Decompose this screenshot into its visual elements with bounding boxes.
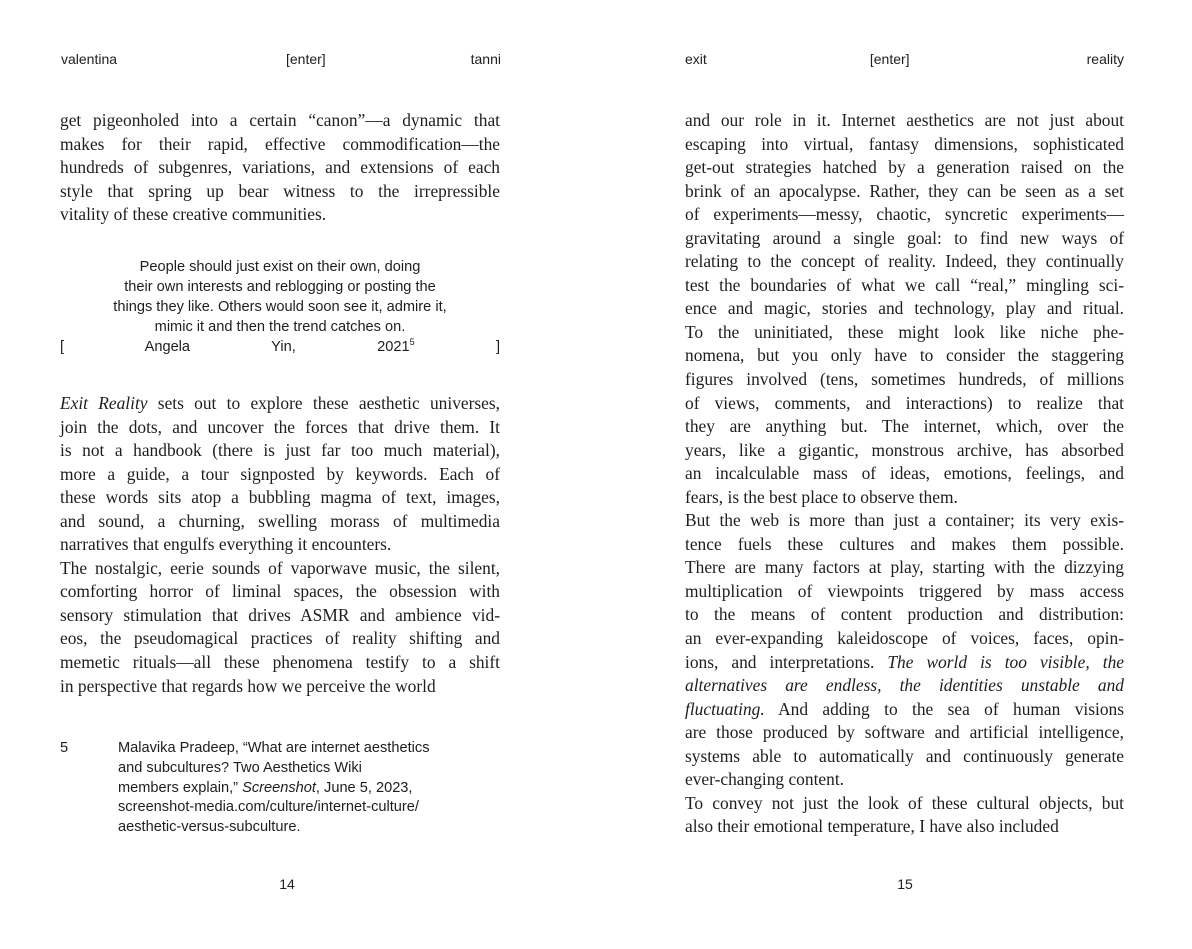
- text-segment: also their emotional temperature, I have also included: [685, 816, 1059, 837]
- text-line: [685, 109, 1124, 133]
- text-line: [685, 674, 1124, 698]
- text-segment: fears, is the best place to observe them.: [685, 486, 958, 507]
- text-line: [685, 250, 1124, 274]
- quote-line: People should just exist on their own, doing: [139, 259, 421, 275]
- text-segment: There are many factors at play, starting with the dizzying: [685, 557, 1124, 578]
- text-line: [685, 156, 1124, 180]
- page-number-right: 15: [897, 876, 913, 892]
- text-line: [685, 768, 1124, 792]
- footnote-text: [118, 739, 508, 838]
- paragraph: [60, 109, 500, 227]
- italic-text-segment: Screenshot: [242, 779, 316, 796]
- text-segment: an incalculable mass of ideas, emotions, feelings, and: [685, 463, 1124, 484]
- text-segment: get-out strategies hatched by a generation raised on the: [685, 157, 1124, 178]
- text-segment: years, like a gigantic, monstrous archive, has absorbed: [685, 439, 1124, 460]
- text-segment: sets out to explore these aesthetic universes,: [147, 393, 500, 413]
- text-line: [685, 439, 1124, 463]
- text-segment: and sound, a churning, swelling morass of multimedia: [60, 510, 500, 531]
- quote-line: things they like. Others would soon see it, admire it,: [113, 299, 447, 315]
- body-text-right: [685, 109, 1124, 839]
- paragraph: [685, 792, 1124, 839]
- text-segment: And adding to the sea of human visions: [764, 698, 1124, 719]
- text-line: [60, 439, 500, 463]
- text-segment: these words sits atop a bubbling magma of text, images,: [60, 487, 500, 508]
- text-line: [60, 604, 500, 628]
- paragraph: [60, 392, 500, 557]
- paragraph: [60, 557, 500, 698]
- text-segment: But the web is more than just a container; its very exis-: [685, 510, 1124, 531]
- text-segment: aesthetic-versus-subculture.: [118, 819, 301, 836]
- author-first-name: valentina: [61, 51, 118, 67]
- text-segment: get pigeonholed into a certain “canon”—a dynamic that: [60, 110, 500, 130]
- text-line: [60, 156, 500, 180]
- text-line: [118, 798, 508, 818]
- left-running-header: [61, 51, 501, 67]
- text-line: [685, 815, 1124, 839]
- text-line: [60, 580, 500, 604]
- text-segment: to the means of content production and distribution:: [685, 604, 1124, 625]
- attribution-text: [ Angela Yin, 2021: [60, 339, 410, 355]
- text-line: [685, 533, 1124, 557]
- text-line: [60, 533, 500, 557]
- text-line: [118, 759, 508, 779]
- text-segment: ions, and interpretations.: [685, 651, 888, 672]
- text-line: [685, 321, 1124, 345]
- text-line: [118, 818, 508, 838]
- text-line: [685, 721, 1124, 745]
- text-segment: To convey not just the look of these cultural objects, but: [685, 792, 1124, 813]
- author-last-name: tanni: [470, 51, 501, 67]
- text-line: [685, 698, 1124, 722]
- text-line: [60, 510, 500, 534]
- text-line: [60, 557, 500, 581]
- header-exit: exit: [685, 51, 707, 67]
- text-line: [685, 462, 1124, 486]
- text-segment: and our role in it. Internet aesthetics are not just about: [685, 110, 1124, 130]
- text-segment: in perspective that regards how we perceive the world: [60, 675, 436, 696]
- text-segment: an ever-expanding kaleidoscope of voices, faces, opin-: [685, 628, 1124, 649]
- text-segment: escaping into virtual, fantasy dimensions, sophisticated: [685, 133, 1124, 154]
- footnote-reference: 5: [409, 337, 415, 348]
- text-line: [685, 415, 1124, 439]
- text-line: [685, 486, 1124, 510]
- text-line: [60, 109, 500, 133]
- text-line: [685, 792, 1124, 816]
- text-line: [685, 392, 1124, 416]
- text-line: [60, 392, 500, 416]
- page-number-left: 14: [279, 876, 295, 892]
- text-segment: are those produced by software and artificial intelligence,: [685, 722, 1124, 743]
- text-segment: nomena, but you only have to consider the staggering: [685, 345, 1124, 366]
- text-segment: The nostalgic, eerie sounds of vaporwave music, the silent,: [60, 557, 500, 578]
- text-segment: is not a handbook (there is just far too much material),: [60, 440, 500, 461]
- text-segment: tence fuels these cultures and makes them possible.: [685, 533, 1124, 554]
- text-line: [685, 651, 1124, 675]
- text-line: [685, 344, 1124, 368]
- text-segment: makes for their rapid, effective commodification—the: [60, 133, 500, 154]
- text-line: [60, 486, 500, 510]
- text-segment: Malavika Pradeep, “What are internet aesthetics: [118, 740, 430, 756]
- text-line: [60, 627, 500, 651]
- header-enter: [enter]: [869, 51, 910, 67]
- text-segment: , June 5, 2023,: [315, 779, 413, 796]
- text-segment: figures involved (tens, sometimes hundreds, of millions: [685, 369, 1124, 390]
- text-line: [685, 627, 1124, 651]
- right-running-header: [685, 51, 1124, 67]
- text-line: [685, 297, 1124, 321]
- header-enter: [enter]: [285, 51, 326, 67]
- text-line: [685, 203, 1124, 227]
- paragraph: [685, 109, 1124, 509]
- footnote-number: 5: [60, 740, 69, 756]
- text-segment: brink of an apocalypse. Rather, they can be seen as a set: [685, 180, 1124, 201]
- quote-attribution: [60, 337, 500, 357]
- text-segment: of experiments—messy, chaotic, syncretic experiments—: [685, 204, 1124, 225]
- text-line: [118, 779, 508, 799]
- body-text-top: [60, 109, 500, 227]
- text-segment: sensory stimulation that drives ASMR and ambience vid-: [60, 604, 500, 625]
- text-segment: narratives that engulfs everything it encounters.: [60, 534, 392, 555]
- text-line: [118, 739, 508, 759]
- text-segment: comforting horror of liminal spaces, the obsession with: [60, 581, 500, 602]
- text-line: [685, 745, 1124, 769]
- text-segment: ence and magic, stories and technology, play and ritual.: [685, 298, 1124, 319]
- text-segment: relating to the concept of reality. Indeed, they continually: [685, 251, 1124, 272]
- italic-text-segment: The world is too visible, the: [887, 651, 1124, 672]
- text-segment: To the uninitiated, these might look like niche phe-: [685, 321, 1124, 342]
- text-segment: more a guide, a tour signposted by keywords. Each of: [60, 463, 500, 484]
- text-segment: and subcultures? Two Aesthetics Wiki: [118, 759, 362, 776]
- text-line: [60, 416, 500, 440]
- italic-text-segment: fluctuating.: [685, 698, 765, 719]
- text-segment: members explain,”: [118, 779, 243, 796]
- text-line: [60, 203, 500, 227]
- text-line: [685, 603, 1124, 627]
- text-segment: screenshot-media.com/culture/internet-culture/: [118, 799, 419, 816]
- text-segment: ever-changing content.: [685, 769, 844, 790]
- text-line: [685, 180, 1124, 204]
- text-line: [685, 133, 1124, 157]
- text-segment: style that spring up bear witness to the irrepressible: [60, 180, 500, 201]
- text-segment: eos, the pseudomagical practices of reality shifting and: [60, 628, 500, 649]
- text-segment: of views, comments, and interactions) to realize that: [685, 392, 1124, 413]
- text-segment: memetic rituals—all these phenomena testify to a shift: [60, 652, 500, 673]
- text-segment: join the dots, and uncover the forces that drive them. It: [60, 416, 500, 437]
- italic-text-segment: Exit Reality: [60, 393, 148, 413]
- text-line: [685, 227, 1124, 251]
- text-segment: systems able to automatically and continuously generate: [685, 745, 1124, 766]
- text-segment: test the boundaries of what we call “real,” mingling sci-: [685, 274, 1124, 295]
- text-segment: hundreds of subgenres, variations, and extensions of each: [60, 157, 500, 178]
- body-text-bottom: [60, 392, 500, 698]
- quote-line: their own interests and reblogging or posting the: [124, 279, 436, 295]
- text-line: [60, 180, 500, 204]
- text-line: [60, 651, 500, 675]
- text-line: [60, 133, 500, 157]
- text-line: [685, 274, 1124, 298]
- paragraph: [685, 509, 1124, 792]
- text-segment: they are anything but. The internet, which, over the: [685, 416, 1124, 437]
- text-line: [60, 675, 500, 699]
- text-segment: gravitating around a single goal: to find new ways of: [685, 227, 1124, 248]
- header-reality: reality: [1086, 51, 1124, 67]
- text-line: [685, 509, 1124, 533]
- block-quote: [60, 257, 500, 357]
- text-line: [685, 580, 1124, 604]
- text-line: [685, 556, 1124, 580]
- italic-text-segment: alternatives are endless, the identities unstable and: [685, 675, 1124, 696]
- text-segment: multiplication of viewpoints triggered by mass access: [685, 580, 1124, 601]
- text-segment: vitality of these creative communities.: [60, 204, 327, 225]
- text-line: [685, 368, 1124, 392]
- text-line: [60, 463, 500, 487]
- quote-line: mimic it and then the trend catches on.: [154, 319, 406, 335]
- attribution-close: ]: [414, 339, 501, 355]
